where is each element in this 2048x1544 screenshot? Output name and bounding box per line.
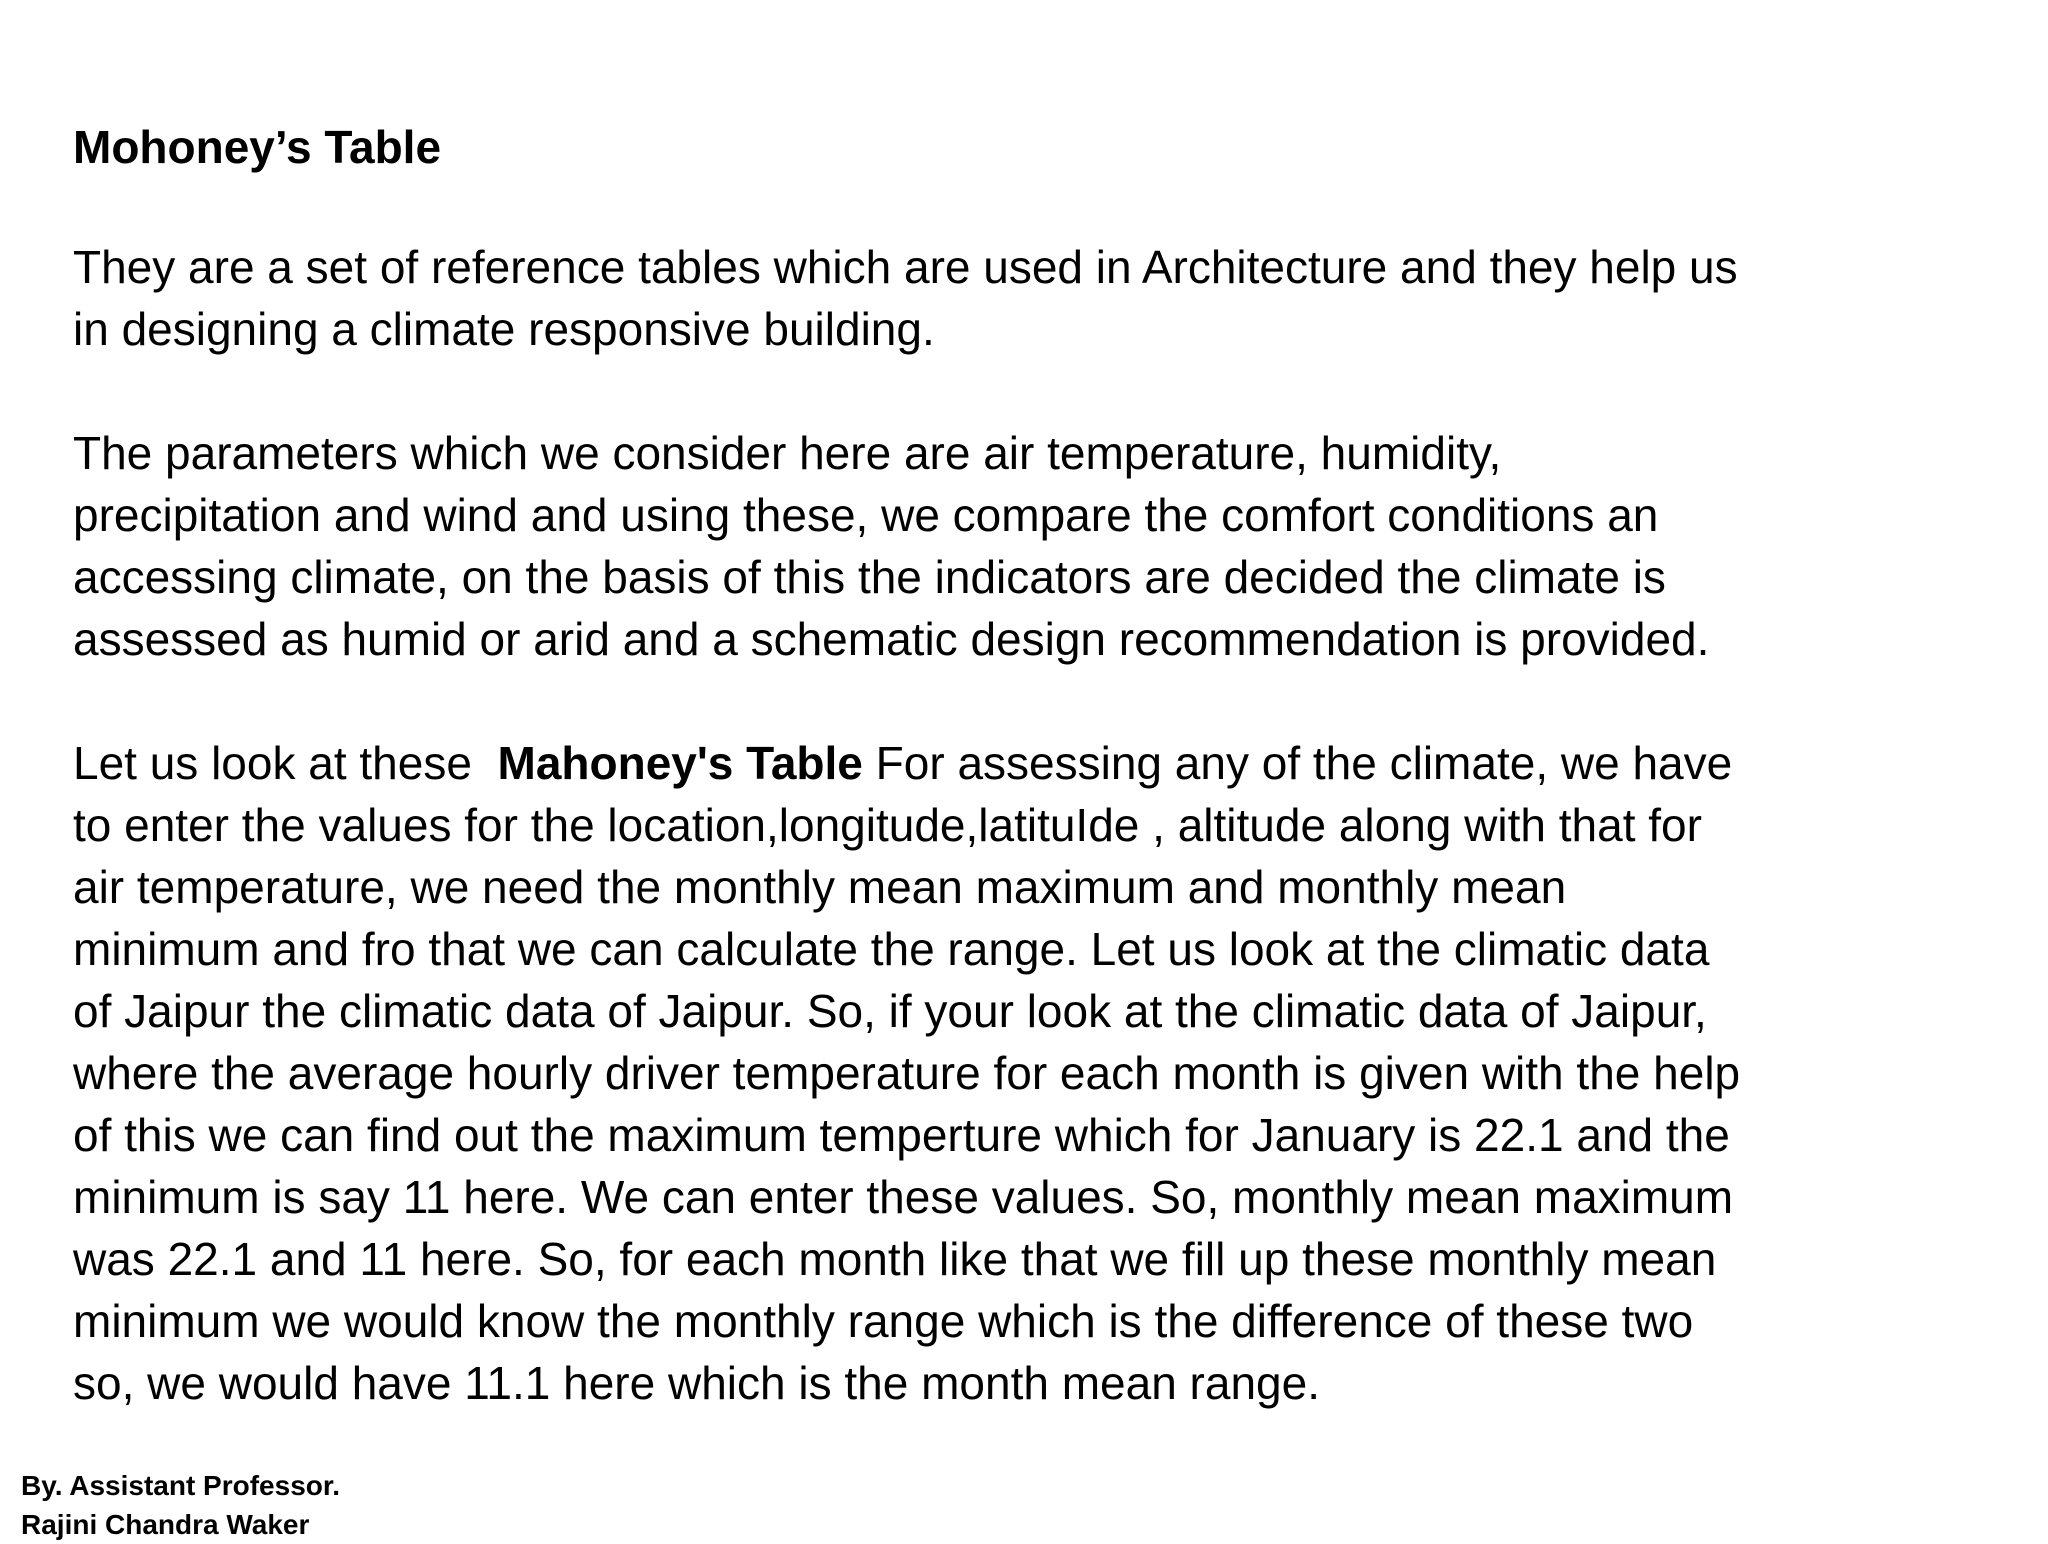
bold-term: Mahoney's Table — [497, 737, 863, 789]
paragraph-intro — [73, 236, 1993, 360]
paragraph-line: air temperature, we need the monthly mean maximum and monthly mean — [73, 861, 1567, 913]
paragraph-line: minimum and fro that we can calculate the range. Let us look at the climatic data — [73, 923, 1710, 975]
lead-rest-text: For assessing any of the climate, we have — [862, 737, 1733, 789]
paragraph-parameters — [73, 422, 1993, 670]
paragraph-line-lead — [73, 732, 1993, 794]
paragraph-line: of Jaipur the climatic data of Jaipur. So, if your look at the climatic data of Jaipur, — [73, 985, 1707, 1037]
paragraph-line: The parameters which we consider here are air temperature, humidity, — [73, 427, 1502, 479]
document-body — [73, 116, 1993, 1476]
author-title: By. Assistant Professor. — [21, 1470, 341, 1501]
paragraph-line: assessed as humid or arid and a schematic design recommendation is provided. — [73, 613, 1710, 665]
page-title: Mohoney’s Table — [73, 121, 442, 173]
paragraph-line: so, we would have 11.1 here which is the month mean range. — [73, 1357, 1320, 1409]
paragraph-line: where the average hourly driver temperature for each month is given with the help — [73, 1047, 1741, 1099]
paragraph-line: to enter the values for the location,longitude,latituIde , altitude along with that for — [73, 799, 1702, 851]
paragraph-line: minimum we would know the monthly range which is the difference of these two — [73, 1295, 1694, 1347]
paragraph-line: was 22.1 and 11 here. So, for each month like that we fill up these monthly mean — [73, 1233, 1717, 1285]
paragraph-line: minimum is say 11 here. We can enter these values. So, monthly mean maximum — [73, 1171, 1734, 1223]
author-name: Rajini Chandra Waker — [21, 1509, 310, 1540]
paragraph-line: They are a set of reference tables which are used in Architecture and they help us — [73, 241, 1738, 293]
lead-text: Let us look at these — [73, 737, 498, 789]
author-credit — [21, 1466, 340, 1544]
paragraph-method — [73, 732, 1993, 1414]
paragraph-line: of this we can find out the maximum temperture which for January is 22.1 and the — [73, 1109, 1730, 1161]
paragraph-line: precipitation and wind and using these, we compare the comfort conditions an — [73, 489, 1659, 541]
paragraph-line: in designing a climate responsive building. — [73, 303, 935, 355]
paragraph-line: accessing climate, on the basis of this the indicators are decided the climate is — [73, 551, 1666, 603]
